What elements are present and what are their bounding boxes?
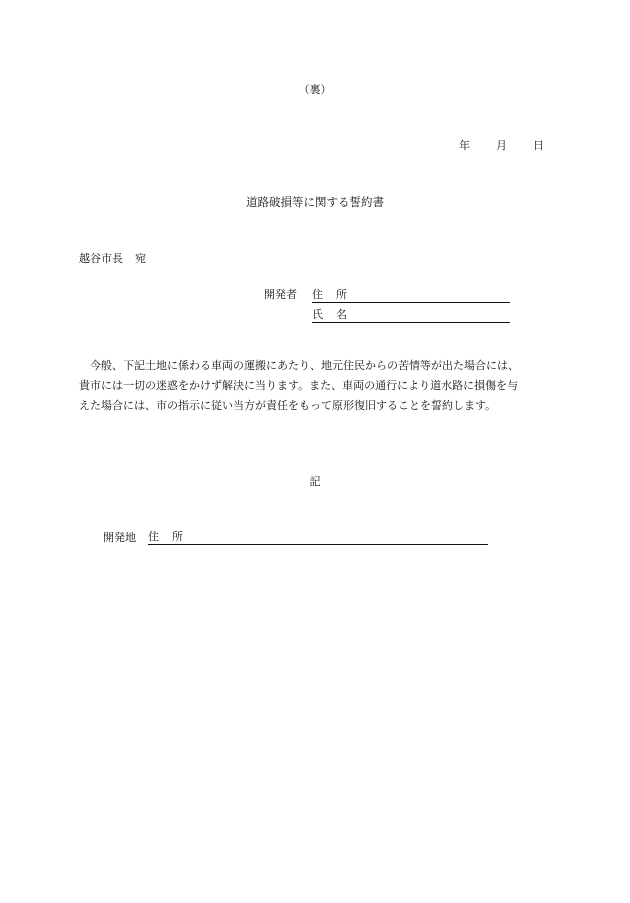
site-address-label: 住 所 bbox=[148, 528, 187, 545]
site-label: 開発地 bbox=[103, 531, 136, 544]
date-year-label: 年 bbox=[459, 139, 470, 152]
date-day-label: 日 bbox=[533, 139, 544, 152]
document-title: 道路破損等に関する誓約書 bbox=[246, 195, 384, 209]
recipient-honorific: 宛 bbox=[135, 252, 146, 265]
pledge-line-1: 今般、下記土地に係わる車両の運搬にあたり、地元住民からの苦情等が出た場合には、 bbox=[79, 359, 519, 372]
pledge-line-3: えた場合には、市の指示に従い当方が責任をもって原形復旧することを誓約します。 bbox=[79, 399, 497, 412]
page-side-label: （裏） bbox=[298, 83, 332, 96]
pledge-line-2: 貴市には一切の迷惑をかけず解決に当ります。また、車両の通行により道水路に損傷を与 bbox=[79, 379, 519, 392]
developer-name-row bbox=[312, 306, 510, 323]
developer-name-field[interactable] bbox=[350, 310, 510, 323]
recipient bbox=[79, 250, 146, 266]
ki-heading: 記 bbox=[309, 475, 321, 488]
site-address-row bbox=[103, 528, 488, 545]
date-line bbox=[459, 137, 544, 153]
developer-name-label: 氏 名 bbox=[312, 306, 350, 323]
developer-address-row bbox=[312, 286, 510, 303]
recipient-name: 越谷市長 bbox=[79, 252, 123, 265]
site-address-field[interactable] bbox=[187, 532, 488, 545]
developer-label: 開発者 bbox=[264, 288, 297, 301]
pledge-body bbox=[79, 356, 555, 416]
developer-address-field[interactable] bbox=[350, 290, 510, 303]
developer-address-label: 住 所 bbox=[312, 286, 350, 303]
date-month-label: 月 bbox=[496, 139, 507, 152]
